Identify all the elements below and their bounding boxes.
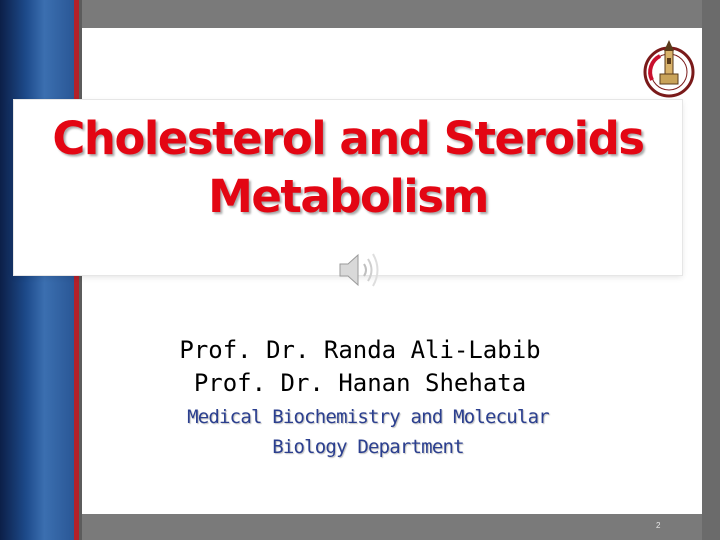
slide-right-edge xyxy=(702,0,720,540)
page-number: 2 xyxy=(656,521,661,530)
university-logo xyxy=(638,36,700,106)
title-box xyxy=(14,100,682,275)
title-line-1: Cholesterol and Steroids xyxy=(52,112,644,165)
speaker-icon[interactable] xyxy=(336,250,386,290)
slide-title xyxy=(14,110,682,226)
department-line-2: Biology Department xyxy=(272,436,464,458)
department-line-1: Medical Biochemistry and Molecular xyxy=(187,406,549,428)
author-2: Prof. Dr. Hanan Shehata xyxy=(193,369,527,397)
author-1: Prof. Dr. Randa Ali-Labib xyxy=(179,336,541,364)
title-line-2: Metabolism xyxy=(208,170,488,223)
